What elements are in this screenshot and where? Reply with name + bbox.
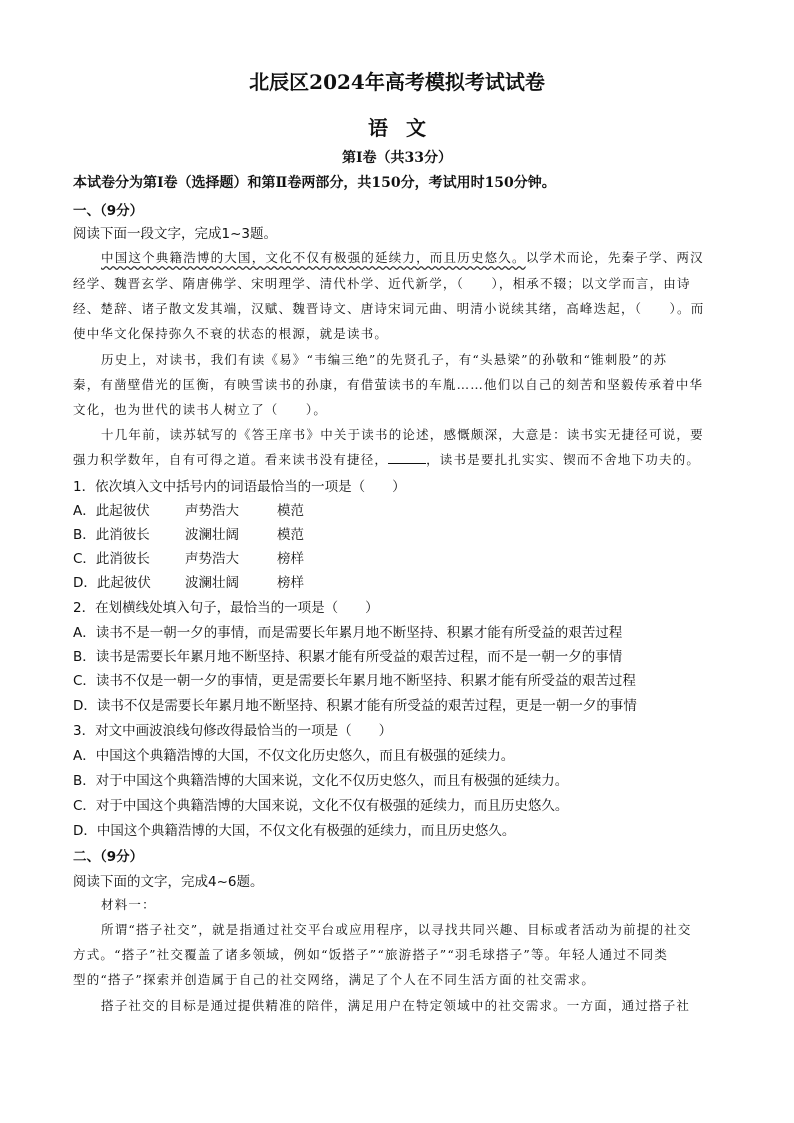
- passage-line: 十几年前，读苏轼写的《答王庠书》中关于读书的论述，感慨颇深，大意是：读书实无捷径可说，要: [101, 427, 704, 442]
- option-text: 榜样: [277, 575, 304, 591]
- passage-text: 强力积学数年，自有可得之道。看来读书没有捷径，: [73, 452, 389, 467]
- option-text: A．此起彼伏: [73, 503, 150, 519]
- passage-line: [101, 248, 704, 266]
- question-option: C．读书不仅是一朝一夕的事情，更是需要长年累月地不断坚持、积累才能有所受益的艰苦过程: [73, 673, 636, 689]
- wavy-sentence: 中国这个典籍浩博的大国，文化不仅有极强的延续力，而且历史悠久。: [101, 250, 526, 265]
- passage-line: 经学、魏晋玄学、隋唐佛学、宋明理学、清代朴学、近代新学，（ ），相承不辍；以文学而言，由诗: [73, 276, 691, 291]
- section1-heading: 一、（9分）: [73, 203, 144, 219]
- subject-title: 语文: [368, 116, 444, 140]
- question-option: B．对于中国这个典籍浩博的大国来说，文化不仅历史悠久，而且有极强的延续力。: [73, 773, 569, 789]
- question-stem: 3．对文中画波浪线句修改得最恰当的一项是（ ）: [73, 723, 393, 739]
- passage-line: [73, 450, 700, 468]
- question-option: [73, 571, 304, 591]
- material-label: 材料一：: [101, 897, 156, 912]
- exam-intro: 本试卷分为第Ⅰ卷（选择题）和第Ⅱ卷两部分，共150分，考试用时150分钟。: [73, 175, 556, 191]
- section1-instruction: 阅读下面一段文字，完成1~3题。: [73, 226, 277, 242]
- section2-instruction: 阅读下面的文字，完成4~6题。: [73, 874, 264, 890]
- passage-line: 搭子社交的目标是通过提供精准的陪伴，满足用户在特定领域中的社交需求。一方面，通过搭子社: [101, 998, 691, 1013]
- part-heading: 第Ⅰ卷（共33分）: [341, 150, 453, 166]
- passage-line: 使中华文化保持弥久不衰的状态的根源，就是读书。: [73, 326, 389, 341]
- fill-blank: [388, 451, 426, 464]
- option-text: D．此起彼伏: [73, 575, 151, 591]
- option-text: 模范: [277, 527, 304, 543]
- question-option: C．对于中国这个典籍浩博的大国来说，文化不仅有极强的延续力，而且历史悠久。: [73, 798, 569, 814]
- passage-line: 经、楚辞、诸子散文发其端，汉赋、魏晋诗文、唐诗宋词元曲、明清小说续其绪，高峰迭起，（ ）。而: [73, 301, 705, 316]
- passage-line: 所谓“搭子社交”，就是指通过社交平台或应用程序，以寻找共同兴趣、目标或者活动为前提的社交: [101, 922, 692, 937]
- question-option: D．中国这个典籍浩博的大国，不仅文化有极强的延续力，而且历史悠久。: [73, 823, 516, 839]
- question-option: B．读书是需要长年累月地不断坚持、积累才能有所受益的艰苦过程，而不是一朝一夕的事情: [73, 649, 623, 665]
- option-text: C．此消彼长: [73, 551, 150, 567]
- passage-text: ，读书是要扎扎实实、锲而不舍地下功夫的。: [426, 452, 701, 467]
- option-text: 波澜壮阔: [185, 527, 239, 543]
- option-text: 榜样: [277, 551, 304, 567]
- question-option: [73, 499, 304, 519]
- passage-line: 文化，也为世代的读书人树立了（ ）。: [73, 402, 328, 417]
- option-text: B．此消彼长: [73, 527, 150, 543]
- passage-line: 型的“搭子”探索并创造属于自己的社交网络，满足了个人在不同生活方面的社交需求。: [73, 972, 596, 987]
- passage-line: 方式。“搭子”社交覆盖了诸多领域，例如“饭搭子”“旅游搭子”“羽毛球搭子”等。年轻人通过不同类: [73, 947, 669, 962]
- option-text: 模范: [277, 503, 304, 519]
- question-option: [73, 547, 304, 567]
- exam-title: 北辰区2024年高考模拟考试试卷: [249, 70, 545, 94]
- question-option: [73, 523, 304, 543]
- question-option: D．读书不仅是需要长年累月地不断坚持、积累才能有所受益的艰苦过程，更是一朝一夕的事情: [73, 698, 637, 714]
- question-stem: 2．在划横线处填入句子，最恰当的一项是（ ）: [73, 600, 379, 616]
- passage-line: 秦，有凿壁借光的匡衡，有映雪读书的孙康，有借萤读书的车胤……他们以自己的刻苦和坚毅传承着中华: [73, 377, 704, 392]
- question-option: A．读书不是一朝一夕的事情，而是需要长年累月地不断坚持、积累才能有所受益的艰苦过程: [73, 625, 623, 641]
- option-text: 波澜壮阔: [185, 575, 239, 591]
- passage-line: 历史上，对读书，我们有读《易》“韦编三绝”的先贤孔子，有“头悬梁”的孙敬和“锥刺股”的苏: [101, 352, 668, 367]
- question-stem: 1．依次填入文中括号内的词语最恰当的一项是（ ）: [73, 479, 406, 495]
- passage-text: 以学术而论，先秦子学、两汉: [525, 250, 704, 265]
- option-text: 声势浩大: [185, 551, 239, 567]
- question-option: A．中国这个典籍浩博的大国，不仅文化历史悠久，而且有极强的延续力。: [73, 748, 515, 764]
- option-text: 声势浩大: [185, 503, 239, 519]
- section2-heading: 二、（9分）: [73, 849, 144, 865]
